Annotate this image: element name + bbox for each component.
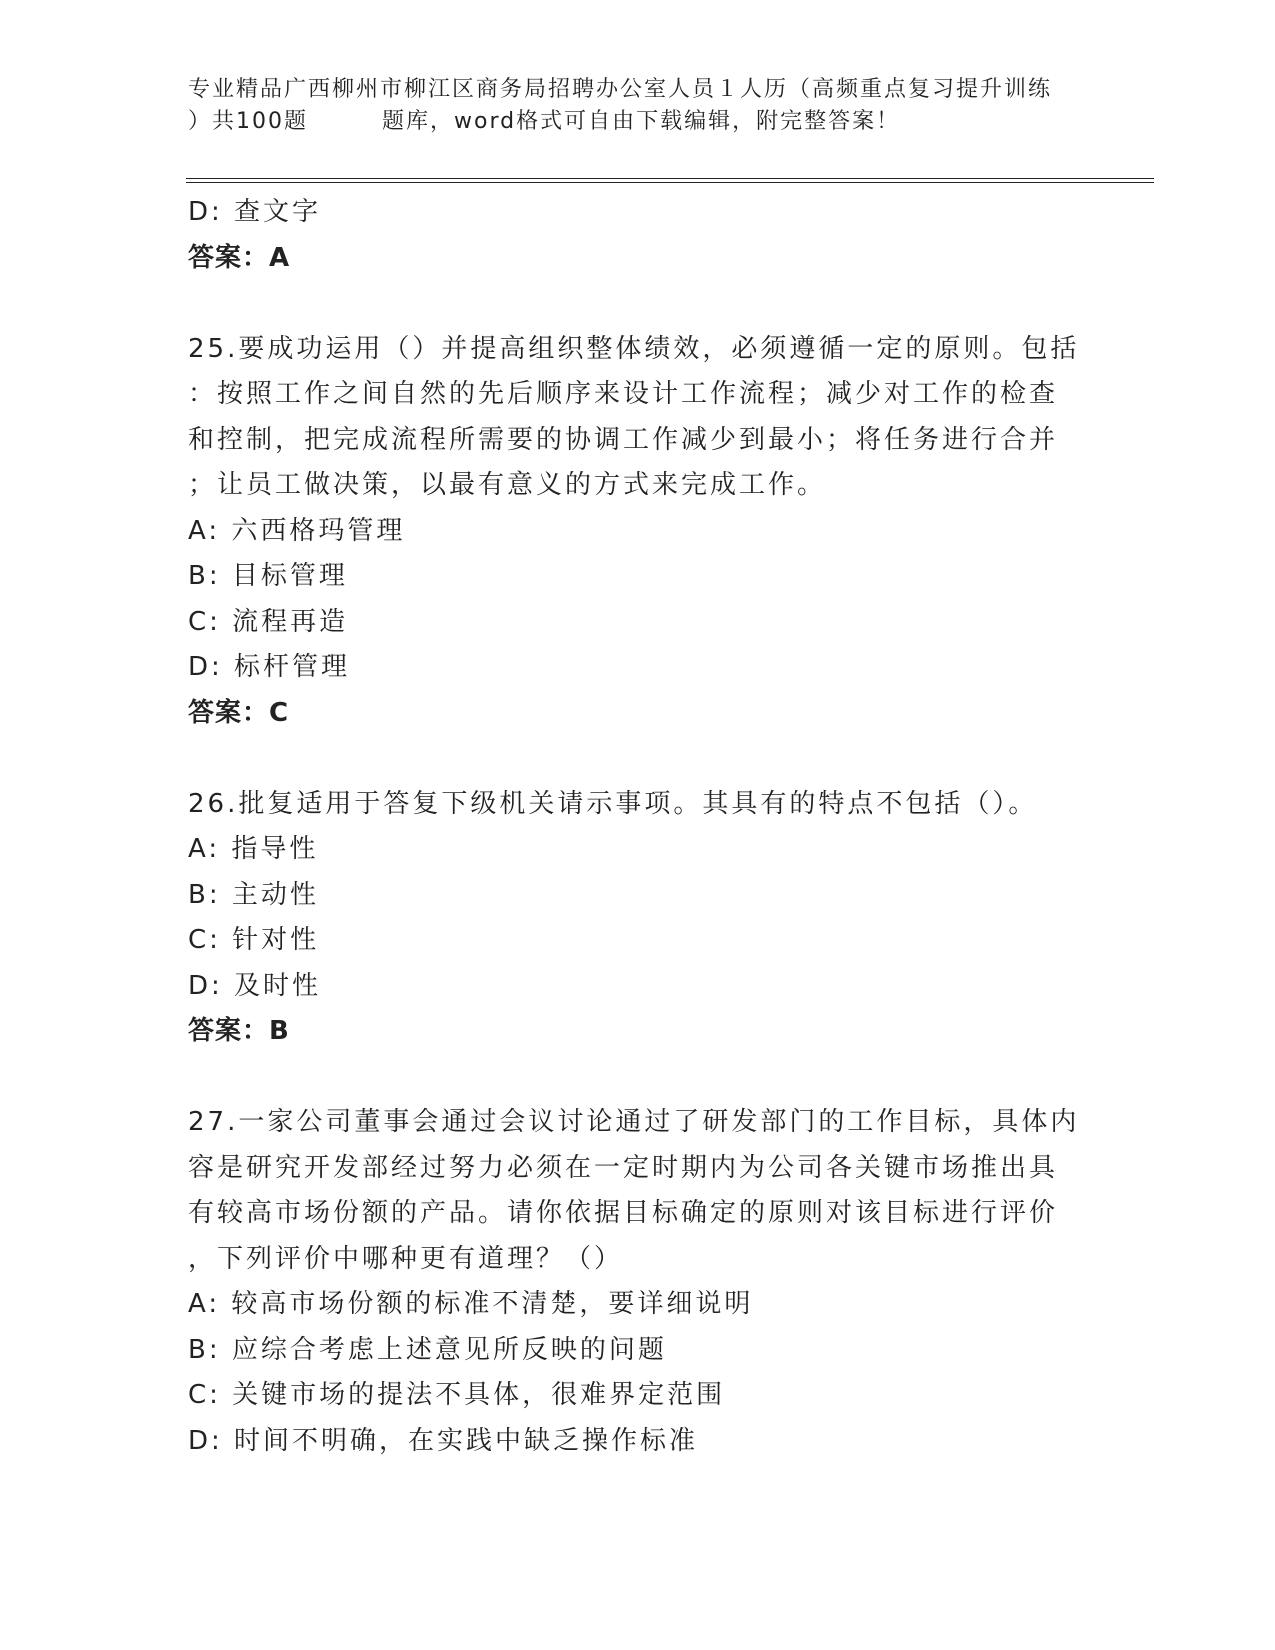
option-c: C: 流程再造 [188, 606, 349, 637]
document-body [188, 190, 1088, 1464]
option-a: A: 较高市场份额的标准不清楚，要详细说明 [188, 1289, 754, 1319]
question-stem-line: 和控制，把完成流程所需要的协调工作减少到最小；将任务进行合并 [188, 424, 1059, 455]
answer: 答案：A [188, 242, 291, 273]
option-c: C: 针对性 [188, 925, 320, 955]
question-stem-line: ；让员工做决策，以最有意义的方式来完成工作。 [188, 470, 827, 500]
option-d: D: 标杆管理 [188, 652, 351, 682]
question-24-tail [188, 190, 1088, 281]
header-title-line1: 专业精品广西柳州市柳江区商务局招聘办公室人员１人历（高频重点复习提升训练 [188, 77, 1053, 102]
header-title-line2-a: ）共100题 [188, 109, 308, 134]
question-stem-line: 26.批复适用于答复下级机关请示事项。其具有的特点不包括（）。 [188, 788, 1038, 819]
question-stem-line: ：按照工作之间自然的先后顺序来设计工作流程；减少对工作的检查 [188, 379, 1059, 409]
question-stem-line: 有较高市场份额的产品。请你依据目标确定的原则对该目标进行评价 [188, 1198, 1059, 1228]
option-d: D: 及时性 [188, 970, 322, 1001]
option-b: B: 主动性 [188, 879, 319, 910]
header-divider-bottom [186, 182, 1154, 183]
header-title-line2 [188, 106, 1088, 138]
option-a: A: 指导性 [188, 834, 319, 864]
question-stem-line: 27.一家公司董事会通过会议讨论通过了研发部门的工作目标，具体内 [188, 1107, 1080, 1137]
question-25 [188, 327, 1088, 737]
question-27 [188, 1100, 1088, 1464]
question-26 [188, 782, 1088, 1055]
question-stem-line: ，下列评价中哪种更有道理？（） [188, 1243, 624, 1274]
document-header [188, 74, 1088, 138]
question-stem-line: 容是研究开发部经过努力必须在一定时期内为公司各关键市场推出具 [188, 1152, 1059, 1183]
answer: 答案：C [188, 697, 290, 728]
header-divider-top [186, 178, 1154, 179]
answer: 答案：B [188, 1016, 290, 1046]
option-d: D: 查文字 [188, 197, 322, 227]
option-c: C: 关键市场的提法不具体，很难界定范围 [188, 1380, 726, 1410]
header-title-line2-b: 题库，word格式可自由下载编辑，附完整答案！ [382, 109, 901, 134]
option-a: A: 六西格玛管理 [188, 515, 406, 546]
option-d: D: 时间不明确，在实践中缺乏操作标准 [188, 1425, 699, 1456]
option-b: B: 应综合考虑上述意见所反映的问题 [188, 1334, 667, 1365]
option-b: B: 目标管理 [188, 561, 348, 591]
question-stem-line: 25.要成功运用（）并提高组织整体绩效，必须遵循一定的原则。包括 [188, 333, 1080, 364]
